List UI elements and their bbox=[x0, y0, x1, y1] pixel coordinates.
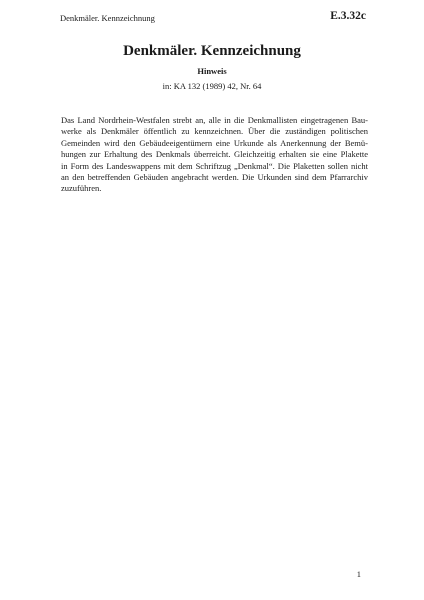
running-header-title: Denkmäler. Kennzeichnung bbox=[60, 13, 155, 23]
body-paragraph bbox=[61, 115, 368, 195]
document-subtitle: Hinweis bbox=[197, 66, 227, 76]
body-line: werke als Denkmäler öffentlich zu kennzeichnen. Über die zuständigen politischen bbox=[61, 126, 368, 137]
body-line: Das Land Nordrhein-Westfalen strebt an, alle in die Denkmallisten eingetragenen Bau- bbox=[61, 115, 368, 125]
document-title: Denkmäler. Kennzeichnung bbox=[123, 43, 301, 59]
document-source: in: KA 132 (1989) 42, Nr. 64 bbox=[162, 81, 262, 91]
body-line: an den betreffenden Gebäuden angebracht werden. Die Urkunden sind dem Pfarrarchiv bbox=[61, 171, 368, 182]
body-line: zuzuführen. bbox=[61, 183, 102, 194]
page-number: 1 bbox=[356, 569, 361, 579]
body-line: Gemeinden wird den Gebäudeeigentümern eine Urkunde als Anerkennung der Bemü- bbox=[61, 137, 368, 148]
body-line: in Form des Landeswappens mit dem Schriftzug „Denkmal“. Die Plaketten sollen nicht bbox=[61, 160, 368, 171]
body-line: hungen zur Erhaltung des Denkmals überreicht. Gleichzeitig erhalten sie eine Plakette bbox=[61, 149, 368, 160]
document-code: E.3.32c bbox=[330, 10, 366, 22]
